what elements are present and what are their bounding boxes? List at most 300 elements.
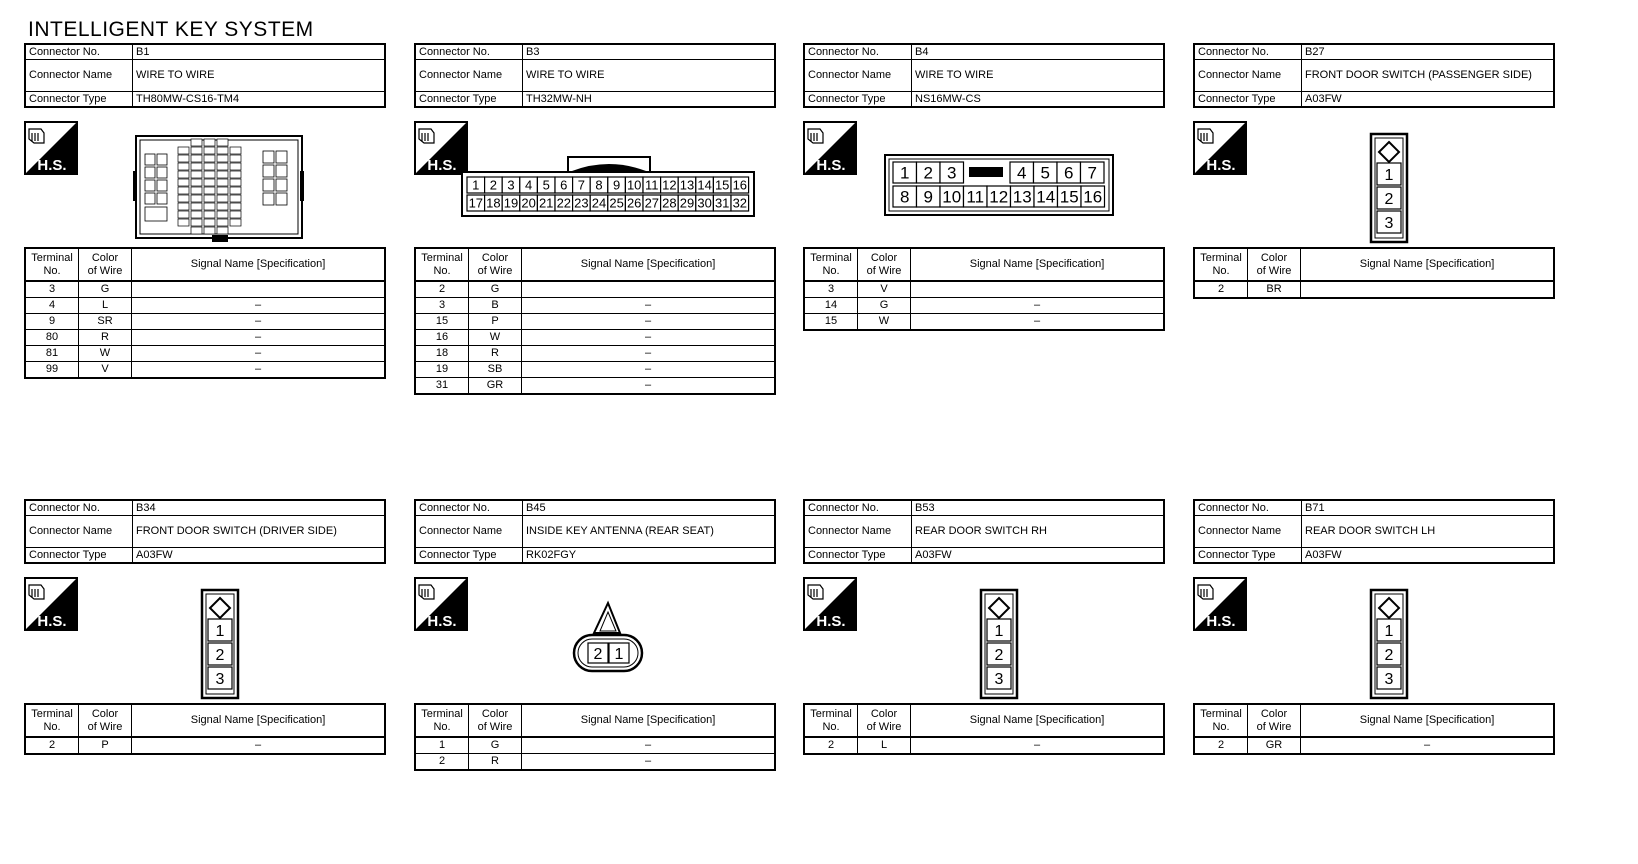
connector-name-value: WIRE TO WIRE [523,60,776,92]
signal-name: – [132,362,386,379]
pin-number: 2 [1384,646,1394,664]
connector-type-label: Connector Type [415,548,523,564]
pin-number: 19 [503,195,519,211]
terminal-no-header [415,248,469,281]
pin-number: 14 [697,177,712,193]
terminal-table-header [804,704,1164,737]
pin-number: 3 [994,670,1004,688]
connector-name-row [415,516,775,548]
terminal-no: 9 [25,314,79,330]
connector-info-table [803,499,1165,564]
terminal-no-header-line1: Terminal [31,707,73,720]
connector-info-table [1193,499,1555,564]
signal-name [1301,281,1555,298]
pin-number: 2 [923,163,933,183]
connector-type-value: A03FW [133,548,386,564]
terminal-no-header [25,704,79,737]
terminal-no: 3 [415,298,469,314]
pin-number: 6 [1064,163,1074,183]
harness-side-icon [1193,121,1247,175]
pin-number: 2 [1384,190,1394,208]
signal-name: – [522,298,776,314]
connector-no-value: B71 [1302,500,1555,516]
terminal-no-header-line1: Terminal [31,251,73,264]
wire-color: BR [1248,281,1301,298]
terminal-no-header-line2: No. [1212,720,1230,733]
connector-type-row [25,548,385,564]
signal-name: – [522,346,776,362]
pin-number: 11 [645,177,659,193]
connector-info-table [24,499,386,564]
pin-number: 6 [560,177,568,193]
terminal-row [804,314,1164,331]
harness-side-icon [414,577,468,631]
connector-info-table [803,43,1165,108]
connector-type-value: A03FW [1302,548,1555,564]
pin-number: 1 [614,645,624,663]
color-of-wire-header-line2: of Wire [1256,720,1292,733]
color-of-wire-header [1248,704,1301,737]
a03fw-connector-face [200,588,240,700]
signal-name: – [911,737,1165,754]
color-of-wire-header [79,248,132,281]
terminal-no-header [415,704,469,737]
terminal-row [25,346,385,362]
terminal-table-header [415,248,775,281]
color-of-wire-header-line2: of Wire [87,264,123,277]
signal-name-header: Signal Name [Specification] [522,704,776,737]
terminal-no-header-line2: No. [822,264,840,277]
color-of-wire-header-line1: Color [481,707,509,720]
connector-no-row [415,44,775,60]
terminal-no: 3 [804,281,858,298]
terminal-no-header [1194,704,1248,737]
connector-info-table [414,43,776,108]
signal-name: – [911,298,1165,314]
connector-name-value: WIRE TO WIRE [912,60,1165,92]
a03fw-connector-face [1369,588,1409,700]
terminal-row [1194,281,1554,298]
terminal-no-header-line1: Terminal [421,251,463,264]
hs-label: H.S. [816,157,846,174]
terminal-table-header [1194,248,1554,281]
connector-type-value: A03FW [912,548,1165,564]
connector-block-b27 [1193,43,1555,294]
wire-color: W [858,314,911,331]
connector-no-label: Connector No. [415,44,523,60]
pin-number: 16 [1083,187,1103,207]
pin-number: 3 [1384,214,1394,232]
color-of-wire-header [858,704,911,737]
terminal-row [804,298,1164,314]
signal-name: – [132,298,386,314]
wire-color: G [858,298,911,314]
b4-connector-face [883,153,1115,217]
connector-type-label: Connector Type [415,92,523,108]
connector-no-value: B3 [523,44,776,60]
hs-label: H.S. [1206,157,1236,174]
connector-name-value: INSIDE KEY ANTENNA (REAR SEAT) [523,516,776,548]
pin-number: 27 [644,195,660,211]
signal-name-header: Signal Name [Specification] [1301,248,1555,281]
pin-number: 15 [714,177,730,193]
hs-label: H.S. [427,613,457,630]
terminal-table-header [1194,704,1554,737]
connector-name-value: REAR DOOR SWITCH RH [912,516,1165,548]
connector-no-label: Connector No. [415,500,523,516]
terminal-row [415,346,775,362]
pin-number: 24 [591,195,607,211]
connector-block-b34 [24,499,386,750]
connector-name-row [415,60,775,92]
connector-type-value: RK02FGY [523,548,776,564]
signal-name [522,281,776,298]
terminal-no-header [804,704,858,737]
wire-color: W [469,330,522,346]
harness-side-icon [1193,577,1247,631]
pin-number: 14 [1036,187,1056,207]
signal-name: – [1301,737,1555,754]
signal-name-header: Signal Name [Specification] [911,248,1165,281]
connector-no-label: Connector No. [1194,44,1302,60]
pin-number: 2 [215,646,225,664]
connector-name-row [804,60,1164,92]
terminal-no: 2 [415,754,469,771]
signal-name-header: Signal Name [Specification] [132,704,386,737]
terminal-table [1193,247,1555,299]
pin-number: 20 [521,195,536,211]
terminal-table-header [415,704,775,737]
connector-no-value: B53 [912,500,1165,516]
terminal-row [415,330,775,346]
b1-connector-face [132,131,307,246]
wire-color: GR [1248,737,1301,754]
terminal-no: 15 [415,314,469,330]
connector-type-row [415,548,775,564]
pin-number: 18 [486,195,501,211]
connector-type-label: Connector Type [1194,548,1302,564]
pin-number: 10 [942,187,962,207]
terminal-no-header-line2: No. [822,720,840,733]
pin-number: 12 [662,177,677,193]
terminal-row [415,281,775,298]
terminal-row [25,737,385,754]
pin-number: 13 [1012,187,1032,207]
signal-name: – [522,330,776,346]
terminal-no: 18 [415,346,469,362]
wire-color: R [469,754,522,771]
connector-name-value: FRONT DOOR SWITCH (DRIVER SIDE) [133,516,386,548]
terminal-no-header-line1: Terminal [810,707,852,720]
pin-number: 3 [507,177,515,193]
wire-color: W [79,346,132,362]
connector-name-row [804,516,1164,548]
terminal-no: 19 [415,362,469,378]
pin-number: 7 [1087,163,1097,183]
color-of-wire-header-line2: of Wire [87,720,123,733]
terminal-table-header [25,704,385,737]
hs-label: H.S. [37,613,67,630]
terminal-no: 80 [25,330,79,346]
pin-number: 30 [697,195,712,211]
terminal-no: 14 [804,298,858,314]
connector-name-value: FRONT DOOR SWITCH (PASSENGER SIDE) [1302,60,1555,92]
b3-connector-face [460,153,756,219]
pin-number: 31 [714,195,730,211]
pin-number: 23 [574,195,589,211]
pin-number: 3 [215,670,225,688]
color-of-wire-header-line2: of Wire [477,720,513,733]
pin-number: 4 [524,177,533,193]
color-of-wire-header-line1: Color [1260,251,1288,264]
color-of-wire-header-line2: of Wire [1256,264,1292,277]
pin-number: 1 [994,622,1004,640]
color-of-wire-header [1248,248,1301,281]
terminal-table [803,703,1165,755]
terminal-no-header-line2: No. [43,720,61,733]
terminal-row [415,737,775,754]
color-of-wire-header-line2: of Wire [477,264,513,277]
terminal-no-header-line1: Terminal [1200,707,1242,720]
signal-name: – [522,737,776,754]
terminal-no: 16 [415,330,469,346]
pin-number: 25 [609,195,624,211]
terminal-no: 4 [25,298,79,314]
color-of-wire-header [469,248,522,281]
connector-block-b3 [414,43,776,396]
pin-number: 3 [1384,670,1394,688]
signal-name: – [132,737,386,754]
pin-number: 7 [577,177,586,193]
pin-number: 1 [472,177,480,193]
terminal-table-header [25,248,385,281]
wire-color: SB [469,362,522,378]
pin-number: 5 [1040,163,1050,183]
pin-number: 3 [947,163,957,183]
wire-color: GR [469,378,522,395]
terminal-table [414,247,776,395]
signal-name: – [522,314,776,330]
connector-no-value: B1 [133,44,386,60]
connector-name-label: Connector Name [1194,60,1302,92]
connector-name-value: REAR DOOR SWITCH LH [1302,516,1555,548]
connector-name-row [25,60,385,92]
connector-no-label: Connector No. [25,44,133,60]
color-of-wire-header [858,248,911,281]
pin-number: 1 [215,622,225,640]
terminal-no: 2 [1194,281,1248,298]
connector-name-label: Connector Name [415,516,523,548]
pin-number: 1 [900,163,910,183]
connector-block-b4 [803,43,1165,328]
connector-name-label: Connector Name [415,60,523,92]
signal-name-header: Signal Name [Specification] [1301,704,1555,737]
pin-number: 26 [626,195,642,211]
connector-type-row [415,92,775,108]
wire-color: G [79,281,132,298]
hs-label: H.S. [37,157,67,174]
connector-name-label: Connector Name [804,60,912,92]
signal-name: – [132,346,386,362]
connector-no-row [1194,500,1554,516]
connector-type-row [1194,92,1554,108]
terminal-no-header-line2: No. [1212,264,1230,277]
terminal-row [415,298,775,314]
terminal-table-header [804,248,1164,281]
harness-side-icon [24,577,78,631]
connector-type-value: TH80MW-CS16-TM4 [133,92,386,108]
terminal-table [803,247,1165,331]
connector-type-row [1194,548,1554,564]
color-of-wire-header [469,704,522,737]
connector-name-row [25,516,385,548]
pin-number: 8 [900,187,910,207]
terminal-row [415,314,775,330]
connector-no-label: Connector No. [25,500,133,516]
signal-name: – [522,754,776,771]
color-of-wire-header-line1: Color [481,251,509,264]
connector-block-b45 [414,499,776,767]
pin-number: 4 [1017,163,1027,183]
wire-color: V [79,362,132,379]
terminal-no: 2 [804,737,858,754]
color-of-wire-header-line1: Color [1260,707,1288,720]
signal-name: – [132,314,386,330]
harness-side-icon [803,577,857,631]
signal-name [911,281,1165,298]
wire-color: P [79,737,132,754]
a03fw-connector-face [979,588,1019,700]
pin-number: 22 [556,195,572,211]
connector-block-b1 [24,43,386,379]
terminal-no: 3 [25,281,79,298]
wire-color: R [469,346,522,362]
wire-color: P [469,314,522,330]
pin-number: 15 [1059,187,1079,207]
connector-name-label: Connector Name [25,60,133,92]
connector-type-label: Connector Type [25,92,133,108]
terminal-no: 99 [25,362,79,379]
connector-type-row [804,548,1164,564]
connector-no-value: B45 [523,500,776,516]
signal-name: – [522,362,776,378]
terminal-row [25,330,385,346]
connector-block-b71 [1193,499,1555,750]
terminal-row [25,298,385,314]
rk02fgy-connector-face [568,599,648,675]
terminal-row [415,378,775,395]
color-of-wire-header-line1: Color [91,707,119,720]
wire-color: R [79,330,132,346]
terminal-no: 81 [25,346,79,362]
connector-no-label: Connector No. [1194,500,1302,516]
color-of-wire-header-line1: Color [870,707,898,720]
terminal-no: 15 [804,314,858,331]
connector-name-row [1194,60,1554,92]
terminal-row [1194,737,1554,754]
pin-number: 21 [538,195,554,211]
terminal-no: 2 [415,281,469,298]
connector-type-label: Connector Type [804,548,912,564]
terminal-row [804,281,1164,298]
connector-type-value: A03FW [1302,92,1555,108]
connector-type-value: NS16MW-CS [912,92,1165,108]
connector-no-value: B27 [1302,44,1555,60]
color-of-wire-header-line2: of Wire [866,720,902,733]
wire-color: L [858,737,911,754]
wire-color: V [858,281,911,298]
color-of-wire-header [79,704,132,737]
pin-number: 5 [542,177,550,193]
pin-number: 11 [966,187,985,207]
pin-number: 8 [595,177,603,193]
signal-name-header: Signal Name [Specification] [911,704,1165,737]
pin-number: 9 [612,177,621,193]
terminal-no-header [25,248,79,281]
pin-number: 13 [679,177,695,193]
connector-name-value: WIRE TO WIRE [133,60,386,92]
connector-name-row [1194,516,1554,548]
connector-no-row [25,500,385,516]
connector-name-label: Connector Name [804,516,912,548]
connector-type-label: Connector Type [804,92,912,108]
terminal-no-header-line2: No. [43,264,61,277]
connector-type-row [25,92,385,108]
terminal-no-header-line1: Terminal [421,707,463,720]
terminal-row [25,314,385,330]
pin-number: 29 [679,195,695,211]
terminal-row [25,281,385,298]
connector-info-table [24,43,386,108]
signal-name [132,281,386,298]
terminal-no: 31 [415,378,469,395]
wire-color: B [469,298,522,314]
wire-color: G [469,281,522,298]
hs-label: H.S. [1206,613,1236,630]
pin-number: 16 [732,177,748,193]
pin-number: 2 [994,646,1004,664]
pin-number: 9 [923,187,933,207]
connector-no-row [804,500,1164,516]
signal-name-header: Signal Name [Specification] [522,248,776,281]
terminal-no: 2 [1194,737,1248,754]
signal-name-header: Signal Name [Specification] [132,248,386,281]
page-title: INTELLIGENT KEY SYSTEM [28,18,314,41]
signal-name: – [132,330,386,346]
connector-type-label: Connector Type [25,548,133,564]
terminal-table [1193,703,1555,755]
terminal-no: 1 [415,737,469,754]
pin-number: 12 [989,187,1009,207]
terminal-no-header [804,248,858,281]
a03fw-connector-face [1369,132,1409,244]
pin-number: 10 [626,177,642,193]
connector-no-row [25,44,385,60]
signal-name: – [522,378,776,395]
terminal-no-header-line2: No. [433,264,451,277]
connector-type-value: TH32MW-NH [523,92,776,108]
pin-number: 2 [489,177,498,193]
pin-number: 28 [662,195,677,211]
terminal-no-header-line1: Terminal [810,251,852,264]
connector-info-table [414,499,776,564]
connector-no-value: B4 [912,44,1165,60]
terminal-row [25,362,385,379]
pin-number: 1 [1384,622,1394,640]
wire-color: L [79,298,132,314]
wire-color: SR [79,314,132,330]
connector-no-row [1194,44,1554,60]
